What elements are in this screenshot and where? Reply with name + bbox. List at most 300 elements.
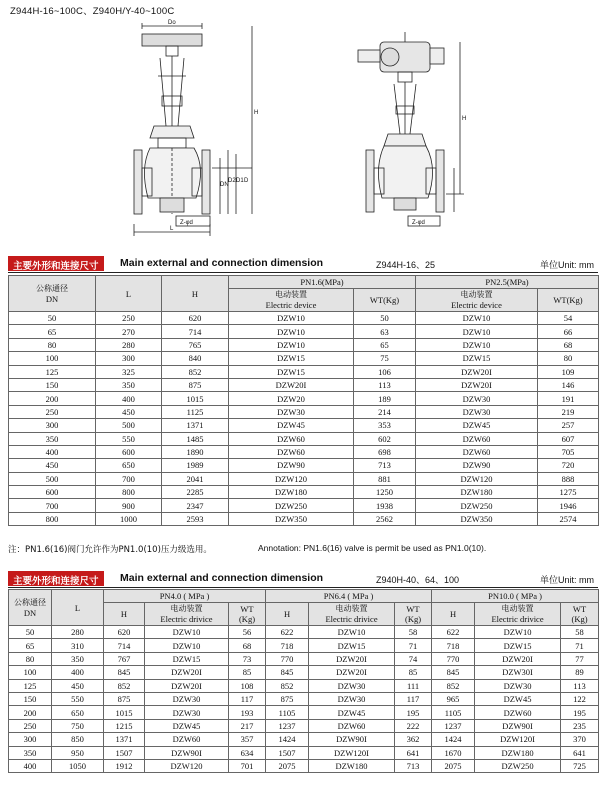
table-cell: 1424 <box>266 733 309 746</box>
table-cell: DZW30 <box>475 679 561 692</box>
table-cell: 191 <box>538 392 599 405</box>
table-cell: 845 <box>104 666 145 679</box>
table-cell: 700 <box>9 499 96 512</box>
table-cell: 705 <box>538 445 599 458</box>
table-cell: 325 <box>96 365 162 378</box>
table-row <box>9 679 599 692</box>
table-cell: 65 <box>9 325 96 338</box>
table-cell: 1890 <box>162 445 229 458</box>
table-cell: 68 <box>229 639 266 652</box>
table-cell: 634 <box>229 746 266 759</box>
table-cell: DZW45 <box>145 719 229 732</box>
table-row <box>9 352 599 365</box>
dim-do-label: Do <box>168 20 176 26</box>
table-cell: 108 <box>229 679 266 692</box>
dim-d2-label: D2 <box>228 178 236 184</box>
table-cell: 80 <box>9 652 52 665</box>
table-cell: 109 <box>538 365 599 378</box>
table-cell: 100 <box>9 666 52 679</box>
col-pn64-header: PN6.4 ( MPa ) <box>266 590 432 603</box>
table-row <box>9 472 599 485</box>
table-cell: DZW10 <box>416 338 538 351</box>
table-cell: 100 <box>9 352 96 365</box>
table-cell: 400 <box>52 666 104 679</box>
table-cell: 353 <box>354 419 416 432</box>
table-cell: 74 <box>395 652 432 665</box>
table-cell: 350 <box>96 378 162 391</box>
table-cell: 1485 <box>162 432 229 445</box>
table-cell: DZW20I <box>229 378 354 391</box>
table-row <box>9 499 599 512</box>
table-cell: 2285 <box>162 486 229 499</box>
table-cell: 113 <box>561 679 599 692</box>
table-cell: 713 <box>354 459 416 472</box>
table-cell: DZW10 <box>416 312 538 325</box>
table-cell: DZW250 <box>416 499 538 512</box>
table-cell: DZW15 <box>229 352 354 365</box>
table-cell: 77 <box>561 652 599 665</box>
table-cell: 2593 <box>162 512 229 525</box>
table-cell: 350 <box>9 746 52 759</box>
section-title-en: Main external and connection dimension <box>120 572 324 584</box>
table-row <box>9 626 599 639</box>
table-cell: DZW45 <box>309 706 395 719</box>
table-cell: 1989 <box>162 459 229 472</box>
table-cell: 71 <box>395 639 432 652</box>
table-row <box>9 639 599 652</box>
table-cell: 150 <box>9 378 96 391</box>
table-cell: 50 <box>354 312 416 325</box>
table-cell: 718 <box>432 639 475 652</box>
col-pn25-header: PN2.5(MPa) <box>416 276 599 289</box>
table-cell: DZW120 <box>145 759 229 772</box>
table-row <box>9 733 599 746</box>
table-cell: 280 <box>52 626 104 639</box>
col-wt-header: WT (Kg) <box>229 603 266 626</box>
dim-d-label: D <box>244 178 249 184</box>
table-cell: DZW60 <box>475 706 561 719</box>
table-cell: 150 <box>9 692 52 705</box>
table-cell: 1105 <box>432 706 475 719</box>
table-row <box>9 652 599 665</box>
section-unit: 单位Unit: mm <box>539 260 594 270</box>
table-cell: 875 <box>104 692 145 705</box>
table-cell: 235 <box>561 719 599 732</box>
table-cell: 50 <box>9 626 52 639</box>
table-cell: 845 <box>266 666 309 679</box>
table-cell: 89 <box>561 666 599 679</box>
table-cell: DZW350 <box>229 512 354 525</box>
col-wt-header: WT (Kg) <box>395 603 432 626</box>
table-cell: DZW60 <box>309 719 395 732</box>
table-cell: 58 <box>561 626 599 639</box>
table-cell: 500 <box>9 472 96 485</box>
table-cell: 600 <box>9 486 96 499</box>
table-cell: DZW30 <box>229 405 354 418</box>
table-cell: 1125 <box>162 405 229 418</box>
col-pn16-header: PN1.6(MPa) <box>229 276 416 289</box>
table-cell: 900 <box>96 499 162 512</box>
model-header: Z944H-16~100C、Z940H/Y-40~100C <box>10 6 175 17</box>
table-cell: 1015 <box>162 392 229 405</box>
table-cell: 85 <box>395 666 432 679</box>
table-cell: 450 <box>52 679 104 692</box>
table-cell: 2041 <box>162 472 229 485</box>
table-row <box>9 719 599 732</box>
table-cell: 852 <box>432 679 475 692</box>
table-row <box>9 459 599 472</box>
table-cell: 650 <box>96 459 162 472</box>
table-cell: 362 <box>395 733 432 746</box>
table-cell: 257 <box>538 419 599 432</box>
table-cell: 1000 <box>96 512 162 525</box>
table-cell: 125 <box>9 679 52 692</box>
table-cell: 111 <box>395 679 432 692</box>
table-cell: DZW10 <box>416 325 538 338</box>
table-cell: 1371 <box>162 419 229 432</box>
table-cell: 701 <box>229 759 266 772</box>
table-cell: 1215 <box>104 719 145 732</box>
table-row <box>9 365 599 378</box>
table-cell: 350 <box>52 652 104 665</box>
table-cell: 280 <box>96 338 162 351</box>
table-cell: 370 <box>561 733 599 746</box>
table-cell: 875 <box>266 692 309 705</box>
table-cell: 1912 <box>104 759 145 772</box>
table-cell: 1275 <box>538 486 599 499</box>
table-cell: 714 <box>104 639 145 652</box>
table-cell: DZW30 <box>416 392 538 405</box>
table-cell: 1938 <box>354 499 416 512</box>
table-cell: DZW10 <box>145 626 229 639</box>
table-cell: DZW30 <box>309 692 395 705</box>
col-wt-header: WT(Kg) <box>354 289 416 312</box>
table-cell: DZW60 <box>416 432 538 445</box>
table-cell: 125 <box>9 365 96 378</box>
section-unit: 单位Unit: mm <box>539 575 594 585</box>
table-cell: DZW30 <box>145 706 229 719</box>
table-cell: 875 <box>162 378 229 391</box>
table-cell: 250 <box>9 719 52 732</box>
table-cell: 200 <box>9 706 52 719</box>
table-cell: DZW350 <box>416 512 538 525</box>
table-cell: DZW45 <box>475 692 561 705</box>
table-cell: DZW20I <box>145 666 229 679</box>
col-pn40-header: PN4.0 ( MPa ) <box>104 590 266 603</box>
table-cell: 1237 <box>266 719 309 732</box>
table-cell: 113 <box>354 378 416 391</box>
table-cell: 888 <box>538 472 599 485</box>
table-cell: 63 <box>354 325 416 338</box>
table-row <box>9 512 599 525</box>
table-cell: 54 <box>538 312 599 325</box>
table-row <box>9 419 599 432</box>
table-cell: 310 <box>52 639 104 652</box>
table-cell: 1507 <box>266 746 309 759</box>
section-title-en: Main external and connection dimension <box>120 257 324 269</box>
table-row <box>9 378 599 391</box>
col-l-header: L <box>52 590 104 626</box>
table-cell: 400 <box>96 392 162 405</box>
table-cell: DZW20I <box>145 679 229 692</box>
table-cell: 400 <box>9 445 96 458</box>
table-cell: 1371 <box>104 733 145 746</box>
dimension-table-1 <box>8 275 599 526</box>
table-cell: DZW10 <box>229 325 354 338</box>
table-row <box>9 312 599 325</box>
table-row <box>9 405 599 418</box>
table-cell: 2075 <box>432 759 475 772</box>
table-cell: DZW90I <box>475 719 561 732</box>
table-cell: DZW10 <box>475 626 561 639</box>
table-cell: DZW90I <box>309 733 395 746</box>
table-row <box>9 746 599 759</box>
table-cell: DZW15 <box>309 639 395 652</box>
table-cell: 725 <box>561 759 599 772</box>
table-row <box>9 706 599 719</box>
table-cell: 117 <box>395 692 432 705</box>
table-cell: 800 <box>96 486 162 499</box>
table-cell: 840 <box>162 352 229 365</box>
table-cell: 718 <box>266 639 309 652</box>
dim-d1-label: D1 <box>236 178 244 184</box>
table-cell: DZW30 <box>309 679 395 692</box>
table-row <box>9 666 599 679</box>
table-cell: DZW15 <box>416 352 538 365</box>
table-cell: DZW250 <box>475 759 561 772</box>
table-cell: 965 <box>432 692 475 705</box>
table-cell: 193 <box>229 706 266 719</box>
table-cell: 350 <box>9 432 96 445</box>
col-dn-header: 公称通径 DN <box>9 590 52 626</box>
col-device-header: 电动装置 Electric device <box>229 289 354 312</box>
table-cell: DZW60 <box>145 733 229 746</box>
table-cell: DZW180 <box>416 486 538 499</box>
table-cell: DZW120 <box>416 472 538 485</box>
table-cell: DZW10 <box>229 312 354 325</box>
table-cell: 622 <box>266 626 309 639</box>
table-cell: 850 <box>52 733 104 746</box>
table-cell: 770 <box>432 652 475 665</box>
table-cell: 300 <box>96 352 162 365</box>
table-cell: DZW60 <box>416 445 538 458</box>
table-cell: DZW250 <box>229 499 354 512</box>
table-cell: 80 <box>9 338 96 351</box>
table-cell: 200 <box>9 392 96 405</box>
table-cell: 602 <box>354 432 416 445</box>
table-cell: DZW90 <box>229 459 354 472</box>
table-cell: DZW180 <box>475 746 561 759</box>
table-cell: 950 <box>52 746 104 759</box>
table-cell: DZW120I <box>309 746 395 759</box>
table-cell: DZW10 <box>229 338 354 351</box>
table-cell: 720 <box>538 459 599 472</box>
table-cell: DZW90 <box>416 459 538 472</box>
table-cell: DZW15 <box>145 652 229 665</box>
table-cell: 122 <box>561 692 599 705</box>
table-row <box>9 338 599 351</box>
table-cell: 852 <box>162 365 229 378</box>
table-cell: 357 <box>229 733 266 746</box>
table-cell: 195 <box>561 706 599 719</box>
table-cell: 2075 <box>266 759 309 772</box>
table-cell: 58 <box>395 626 432 639</box>
col-wt-header: WT (Kg) <box>561 603 599 626</box>
dim-l-label: L <box>170 226 174 232</box>
table-cell: 68 <box>538 338 599 351</box>
table-cell: 641 <box>395 746 432 759</box>
table-cell: 714 <box>162 325 229 338</box>
table-row <box>9 759 599 772</box>
table-cell: 698 <box>354 445 416 458</box>
col-h-header: H <box>104 603 145 626</box>
table-cell: DZW90I <box>145 746 229 759</box>
table-cell: 65 <box>9 639 52 652</box>
table-cell: 189 <box>354 392 416 405</box>
table-cell: DZW120 <box>229 472 354 485</box>
section-header-1 <box>8 256 598 273</box>
table-cell: DZW15 <box>475 639 561 652</box>
table-cell: 217 <box>229 719 266 732</box>
table-cell: DZW45 <box>416 419 538 432</box>
section-title-cn: 主要外形和连接尺寸 <box>8 256 104 271</box>
table-cell: 700 <box>96 472 162 485</box>
col-h-header: H <box>266 603 309 626</box>
table-cell: 550 <box>96 432 162 445</box>
table-cell: 550 <box>52 692 104 705</box>
bolt-label-right: Z-φd <box>412 220 425 226</box>
table-cell: 1250 <box>354 486 416 499</box>
table-cell: 146 <box>538 378 599 391</box>
table-cell: 65 <box>354 338 416 351</box>
table-cell: DZW20 <box>229 392 354 405</box>
table-cell: 767 <box>104 652 145 665</box>
table-cell: DZW180 <box>229 486 354 499</box>
table-cell: DZW45 <box>229 419 354 432</box>
table-cell: 75 <box>354 352 416 365</box>
table-cell: DZW15 <box>229 365 354 378</box>
dimension-table-2 <box>8 589 599 773</box>
table-cell: DZW30 <box>145 692 229 705</box>
table-cell: 650 <box>52 706 104 719</box>
table-cell: 620 <box>162 312 229 325</box>
dim-h-label-right: H <box>462 116 467 122</box>
col-l-header: L <box>96 276 162 312</box>
col-h-header: H <box>162 276 229 312</box>
table-cell: DZW60 <box>229 445 354 458</box>
table-cell: 750 <box>52 719 104 732</box>
table-cell: DZW30I <box>475 666 561 679</box>
gate-valve-drawing-right <box>350 28 500 238</box>
table-row <box>9 432 599 445</box>
section-header-2 <box>8 571 598 588</box>
table-cell: 2347 <box>162 499 229 512</box>
table-cell: DZW10 <box>309 626 395 639</box>
table-cell: 852 <box>104 679 145 692</box>
section-model: Z944H-16、25 <box>376 260 436 270</box>
table-cell: 400 <box>9 759 52 772</box>
table-cell: 800 <box>9 512 96 525</box>
table-cell: 195 <box>395 706 432 719</box>
table-row <box>9 325 599 338</box>
table-cell: 713 <box>395 759 432 772</box>
table-cell: 845 <box>432 666 475 679</box>
col-wt-header: WT(Kg) <box>538 289 599 312</box>
table-cell: 270 <box>96 325 162 338</box>
col-device-header: 电动装置 Electric drivice <box>475 603 561 626</box>
table-cell: DZW20I <box>475 652 561 665</box>
table-row <box>9 692 599 705</box>
table-cell: 50 <box>9 312 96 325</box>
note-cn: 注：PN1.6(16)阀门允许作为PN1.0(10)压力级选用。 <box>8 545 212 555</box>
col-h-header: H <box>432 603 475 626</box>
table-row <box>9 486 599 499</box>
table-cell: 852 <box>266 679 309 692</box>
col-dn-header: 公称通径 DN <box>9 276 96 312</box>
table-cell: 770 <box>266 652 309 665</box>
table-cell: 117 <box>229 692 266 705</box>
table-cell: DZW120I <box>475 733 561 746</box>
table-cell: 1507 <box>104 746 145 759</box>
table-cell: 80 <box>538 352 599 365</box>
table-cell: 66 <box>538 325 599 338</box>
table-cell: 1237 <box>432 719 475 732</box>
table-cell: 250 <box>96 312 162 325</box>
table-cell: 1015 <box>104 706 145 719</box>
dim-h-label: H <box>254 110 259 116</box>
table-cell: 214 <box>354 405 416 418</box>
table-cell: 1670 <box>432 746 475 759</box>
table-cell: DZW20I <box>416 365 538 378</box>
table-cell: 222 <box>395 719 432 732</box>
dim-dn-label: DN <box>220 182 229 188</box>
table-cell: 881 <box>354 472 416 485</box>
table-cell: 600 <box>96 445 162 458</box>
table-cell: 500 <box>96 419 162 432</box>
note-en: Annotation: PN1.6(16) valve is permit be used as PN1.0(10). <box>258 543 487 553</box>
col-device-header: 电动装置 Electric drivice <box>309 603 395 626</box>
table-cell: 607 <box>538 432 599 445</box>
table-cell: 250 <box>9 405 96 418</box>
table-cell: 620 <box>104 626 145 639</box>
col-device-header: 电动装置 Electric device <box>416 289 538 312</box>
table-cell: 765 <box>162 338 229 351</box>
table-cell: DZW180 <box>309 759 395 772</box>
table-cell: 73 <box>229 652 266 665</box>
table-cell: 85 <box>229 666 266 679</box>
table-cell: 641 <box>561 746 599 759</box>
table-cell: DZW20I <box>309 652 395 665</box>
table-cell: 1050 <box>52 759 104 772</box>
table-cell: 56 <box>229 626 266 639</box>
table-cell: 71 <box>561 639 599 652</box>
table-cell: 622 <box>432 626 475 639</box>
table-cell: DZW60 <box>229 432 354 445</box>
table-cell: 1424 <box>432 733 475 746</box>
table-cell: 106 <box>354 365 416 378</box>
section-model: Z940H-40、64、100 <box>376 575 460 585</box>
section-title-cn: 主要外形和连接尺寸 <box>8 571 104 586</box>
table-row <box>9 445 599 458</box>
col-device-header: 电动装置 Electric drivice <box>145 603 229 626</box>
table-cell: DZW30 <box>416 405 538 418</box>
table-cell: 1946 <box>538 499 599 512</box>
table-cell: 450 <box>9 459 96 472</box>
gate-valve-drawing-left <box>120 18 280 238</box>
col-pn100-header: PN10.0 ( MPa ) <box>432 590 599 603</box>
table-cell: 300 <box>9 419 96 432</box>
table-cell: 450 <box>96 405 162 418</box>
